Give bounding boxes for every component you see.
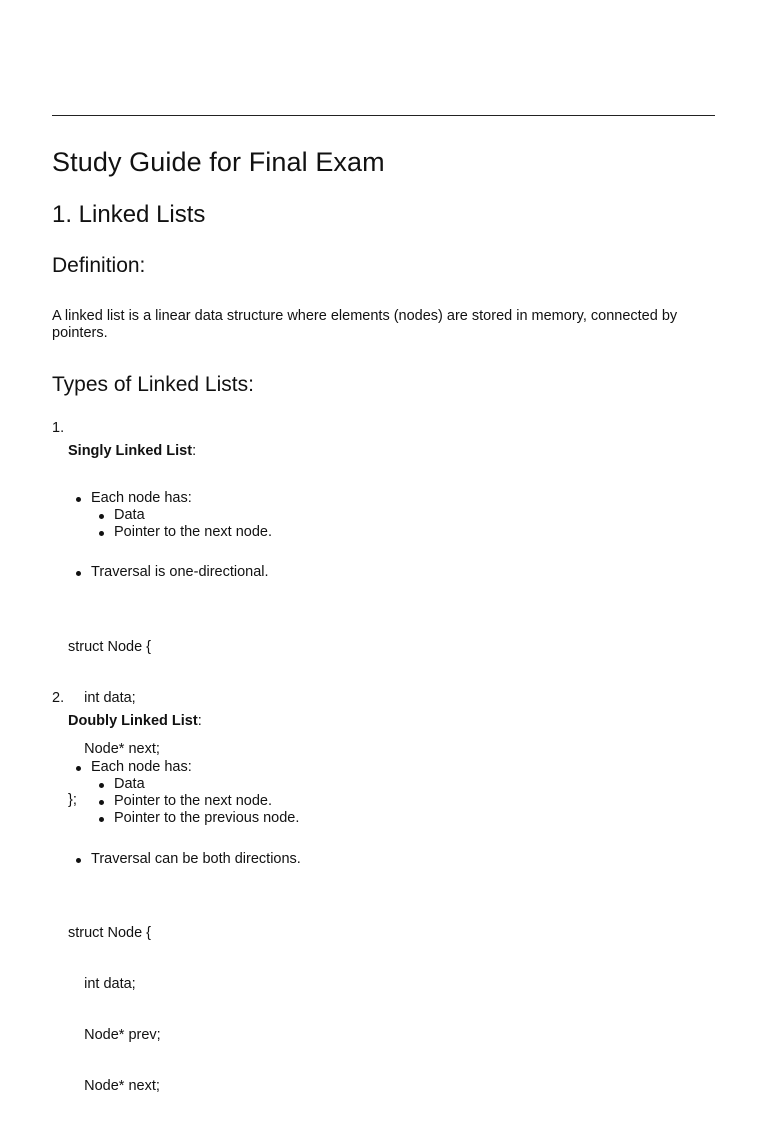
list-number-2: 2. — [52, 690, 65, 706]
definition-heading: Definition: — [52, 254, 146, 277]
type-name-line-1 — [68, 443, 196, 460]
type-name-doubly: Doubly Linked List — [68, 713, 198, 729]
code-line: int data; — [68, 976, 136, 992]
code-line: struct Node { — [68, 639, 152, 655]
code-line: struct Node { — [68, 925, 152, 941]
bullet-traversal-2: Traversal can be both directions. — [91, 851, 301, 867]
bullet-field-prev-2: Pointer to the previous node. — [114, 810, 300, 826]
code-line: }; — [68, 792, 77, 808]
bullet-field-next-2: Pointer to the next node. — [114, 793, 272, 809]
type-name-singly: Singly Linked List — [68, 443, 193, 459]
bullet-node-has-2: Each node has: — [91, 759, 192, 775]
code-line: Node* next; — [68, 1078, 160, 1094]
bullet-field-data-1: Data — [114, 507, 145, 523]
section-title-linked-lists: 1. Linked Lists — [52, 201, 206, 228]
code-block-doubly — [68, 891, 161, 1129]
definition-text: A linked list is a linear data structure where elements (nodes) are stored in memory, connected by pointers. — [52, 308, 678, 341]
bullet-field-next-1: Pointer to the next node. — [114, 524, 272, 540]
types-heading: Types of Linked Lists: — [52, 373, 254, 396]
list-number-1: 1. — [52, 420, 65, 436]
header-divider — [52, 115, 715, 116]
type-name-line-2 — [68, 713, 202, 730]
document-title: Study Guide for Final Exam — [52, 147, 385, 177]
code-line: int data; — [68, 690, 136, 706]
bullet-node-has-1: Each node has: — [91, 490, 192, 506]
code-line: Node* next; — [68, 741, 160, 757]
bullet-field-data-2: Data — [114, 776, 145, 792]
code-line: Node* prev; — [68, 1027, 161, 1043]
type-name-colon: : — [197, 713, 202, 729]
type-name-colon: : — [192, 443, 197, 459]
bullet-traversal-1: Traversal is one-directional. — [91, 564, 269, 580]
